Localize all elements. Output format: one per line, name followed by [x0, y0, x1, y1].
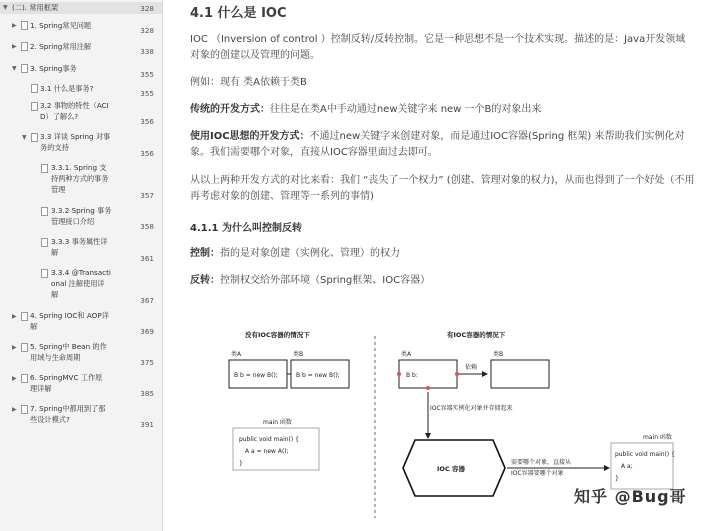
document-icon [41, 164, 48, 173]
toc-label: 3.1 什么是事务? [40, 84, 94, 93]
expand-right-icon[interactable]: ▶ [12, 313, 17, 320]
toc-label-line: onal 注解使用详 [51, 279, 105, 288]
traditional-label: 传统的开发方式： [190, 104, 270, 115]
toc-item-spring-annotations[interactable] [0, 41, 162, 56]
toc-page-number: 391 [140, 420, 154, 429]
toc-item-bean-scope[interactable] [0, 342, 162, 366]
left-class-b-label: 类B [293, 351, 304, 358]
intro-paragraph: IOC （Inversion of control ）控制反转/反转控制。它是一种思想不是一个技术实现。描述的是：Java开发领域对象的创建以及管理的问题。 [190, 34, 686, 61]
toc-label-line: 解 [51, 248, 59, 257]
toc-label-line: 用域与生命周期 [30, 353, 81, 362]
toc-page-number: 369 [140, 327, 154, 336]
toc-label-line: 些设计模式? [30, 415, 70, 424]
control-paragraph [190, 246, 695, 262]
left-main-line: } [239, 460, 243, 467]
ioc-text: 不通过new关键字来创建对象，而是通过IOC容器(Spring 框架) 来帮助我们实例化对象。我们需要哪个对象，直接从IOC容器里面过去即可。 [190, 131, 685, 158]
toc-page-number: 355 [140, 89, 154, 98]
section-title: 4.1 什么是 IOC [190, 6, 287, 21]
toc-label-line: 5. Spring中 Bean 的作 [30, 342, 107, 351]
ioc-instantiate-label: IOC容器实例化对象并存储起来 [430, 405, 513, 412]
toc-label: (二). 常用框架 [12, 3, 59, 12]
right-main-line: } [615, 475, 619, 482]
toc-label-line: 4. Spring IOC和 AOP详 [30, 311, 109, 320]
toc-label-line: 3.3.3 事务属性详 [51, 237, 108, 246]
document-icon [21, 21, 28, 30]
document-icon [31, 102, 38, 111]
document-icon [41, 269, 48, 278]
right-class-b-box [491, 360, 549, 388]
document-icon [41, 238, 48, 247]
toc-page-number: 361 [140, 254, 154, 263]
toc-label-line: 管理接口介绍 [51, 217, 95, 226]
right-main-line: public void main() { [615, 451, 675, 458]
document-icon [31, 84, 38, 93]
reverse-text: 控制权交给外部环境（Spring框架、IOC容器） [220, 275, 431, 286]
toc-label-line: 解 [51, 290, 59, 299]
example-paragraph: 例如：现有 类A依赖于类B [190, 77, 307, 88]
toc-item-design-patterns[interactable] [0, 404, 162, 428]
toc-item-tx-attributes[interactable] [0, 237, 162, 261]
toc-label-line: 解 [30, 322, 38, 331]
toc-label-line: D）了解么? [40, 112, 79, 121]
toc-label: 1. Spring常见问题 [30, 21, 92, 30]
toc-page-number: 338 [140, 47, 154, 56]
traditional-paragraph [190, 102, 695, 118]
left-title: 没有IOC容器的情况下 [245, 331, 310, 339]
left-class-a-code: B b = new B(); [234, 372, 278, 379]
document-icon [31, 133, 38, 142]
toc-item-two-tx-modes[interactable] [0, 163, 162, 200]
document-icon [21, 312, 28, 321]
toc-item-spring-tx-support[interactable] [0, 132, 162, 156]
toc-label-line: 3.3.4 @Transacti [51, 268, 111, 277]
right-main-line: A a; [621, 463, 633, 470]
expand-down-icon[interactable]: ▼ [22, 134, 27, 141]
left-main-title: main 函数 [263, 419, 292, 426]
toc-label: 2. Spring常用注解 [30, 42, 92, 51]
right-depends-label: 依赖 [465, 364, 478, 371]
expand-down-icon[interactable]: ▼ [3, 4, 8, 11]
expand-down-icon[interactable]: ▼ [12, 65, 17, 72]
toc-label-line: 持两种方式的事务 [51, 174, 109, 183]
toc-item-transactional-annotation[interactable] [0, 268, 162, 304]
document-icon [21, 405, 28, 414]
toc-item-common-frameworks[interactable] [0, 2, 162, 14]
left-main-line: A a = new A(); [245, 448, 289, 455]
toc-item-springmvc[interactable] [0, 373, 162, 397]
toc-label-line: 7. Spring中都用到了那 [30, 404, 106, 413]
toc-label-line: 6. SpringMVC 工作原 [30, 373, 103, 382]
toc-page-number: 355 [140, 70, 154, 79]
expand-right-icon[interactable]: ▶ [12, 43, 17, 50]
toc-label-line: 3.3.1. Spring 支 [51, 163, 107, 172]
right-title: 有IOC容器的情况下 [447, 331, 506, 339]
handle-dot [426, 386, 430, 390]
toc-page-number: 357 [140, 191, 154, 200]
right-class-b-label: 类B [493, 351, 504, 358]
document-icon [21, 374, 28, 383]
document-icon [21, 343, 28, 352]
toc-item-spring-transactions[interactable] [0, 63, 162, 79]
document-icon [21, 42, 28, 51]
expand-right-icon[interactable]: ▶ [12, 22, 17, 29]
ioc-label: 使用IOC思想的开发方式： [190, 131, 310, 142]
watermark: 知乎 @Bug哥 [574, 487, 687, 506]
control-label: 控制： [190, 248, 220, 259]
handle-dot [455, 372, 459, 376]
toc-label-line: 3.2 事物的特性（ACI [40, 101, 109, 110]
toc-label-line: 管理 [51, 185, 66, 194]
expand-right-icon[interactable]: ▶ [12, 344, 17, 351]
left-class-b-code: B b = new B(); [296, 372, 340, 379]
toc-label-line: 理详解 [30, 384, 52, 393]
need-object-label: 需要哪个对象，直接从 [511, 459, 572, 466]
toc-sidebar [0, 0, 163, 531]
reverse-label: 反转： [190, 275, 220, 286]
right-class-a-code: B b: [406, 372, 418, 379]
subsection-title: 4.1.1 为什么叫控制反转 [190, 223, 302, 234]
document-icon [21, 64, 28, 73]
toc-page-number: 328 [140, 26, 154, 35]
toc-page-number: 328 [140, 4, 154, 13]
right-class-a-label: 类A [401, 351, 412, 358]
toc-page-number: 358 [140, 222, 154, 231]
toc-item-spring-faq[interactable] [0, 20, 162, 35]
toc-page-number: 375 [140, 358, 154, 367]
left-main-line: public void main() { [239, 436, 299, 443]
ioc-container-label: IOC 容器 [437, 465, 465, 473]
handle-dot [397, 372, 401, 376]
document-icon [41, 207, 48, 216]
toc-label-line: 务的支持 [40, 143, 69, 152]
toc-item-tx-manager-interface[interactable] [0, 206, 162, 230]
toc-label: 3. Spring事务 [30, 64, 77, 73]
toc-page-number: 356 [140, 117, 154, 126]
expand-right-icon[interactable]: ▶ [12, 375, 17, 382]
reverse-paragraph [190, 273, 695, 289]
ioc-paragraph [190, 129, 695, 161]
right-main-title: main 函数 [643, 434, 672, 441]
traditional-text: 往往是在类A中手动通过new关键字来 new 一个B的对象出来 [270, 104, 542, 115]
toc-page-number: 356 [140, 149, 154, 158]
toc-label-line: 3.3 详谈 Spring 对事 [40, 132, 111, 141]
toc-label-line: 3.3.2 Spring 事务 [51, 206, 112, 215]
toc-item-what-is-transaction[interactable] [0, 83, 162, 98]
left-class-a-label: 类A [231, 351, 242, 358]
compare-paragraph: 从以上两种开发方式的对比来看：我们 “丧失了一个权力” (创建、管理对象的权力)，从而也得到了一个好处（不用再考虑对象的创建、管理等一系列的事情) [190, 175, 695, 202]
ioc-get-label: IOC容器要哪个对象 [511, 470, 564, 477]
expand-right-icon[interactable]: ▶ [12, 406, 17, 413]
toc-item-ioc-aop[interactable] [0, 311, 162, 335]
toc-item-acid[interactable] [0, 101, 162, 125]
toc-page-number: 385 [140, 389, 154, 398]
control-text: 指的是对象创建（实例化、管理）的权力 [220, 248, 400, 259]
toc-page-number: 367 [140, 296, 154, 305]
